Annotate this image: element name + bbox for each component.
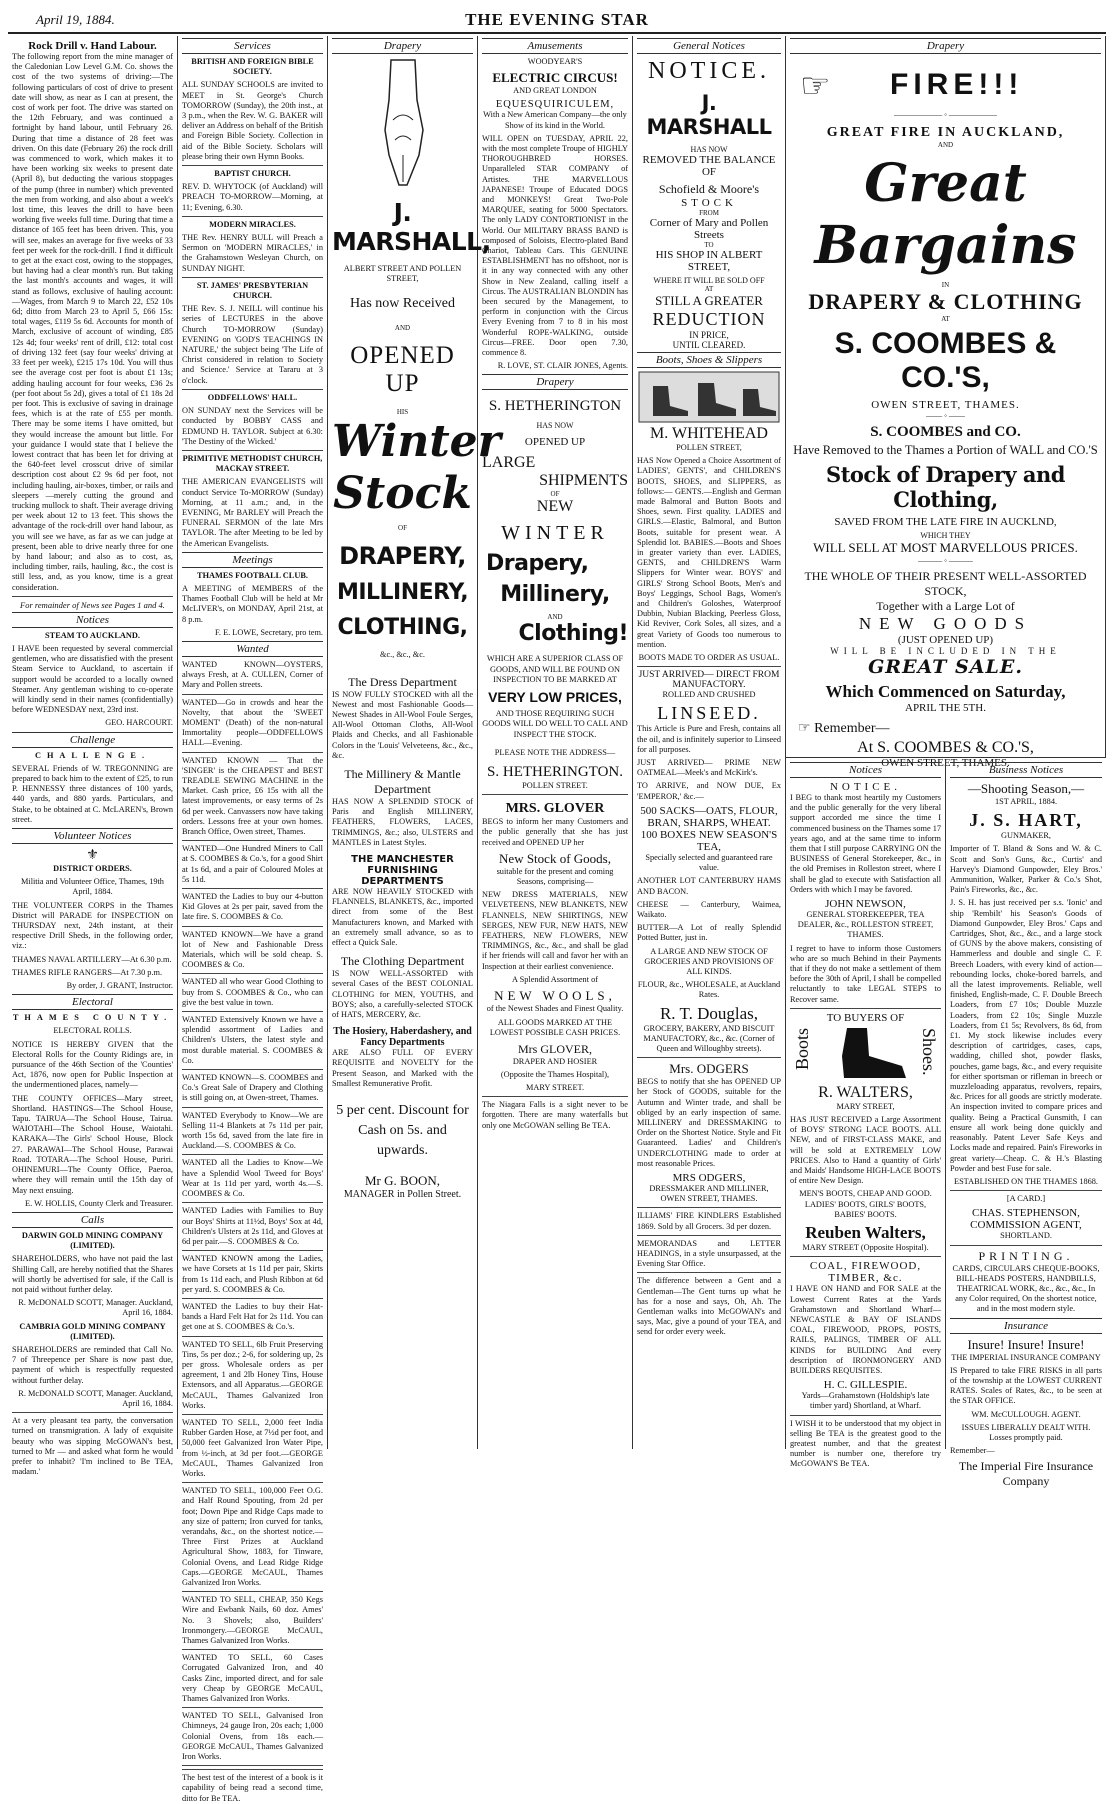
- darwin-title: DARWIN GOLD MINING COMPANY (LIMITED).: [21, 1230, 164, 1251]
- millinery-line: MILLINERY,: [336, 580, 469, 606]
- notice-hasnow: HAS NOW: [690, 145, 728, 154]
- fire-banner: [790, 60, 1101, 110]
- circus-signature: R. LOVE, ST. CLAIR JONES, Agents.: [497, 361, 628, 371]
- hasnow: HAS NOW: [536, 421, 574, 431]
- notice-cleared: UNTIL CLEARED.: [672, 340, 746, 350]
- and-line: AND: [394, 324, 411, 333]
- coombes-together: Together with a Large Lot of: [876, 599, 1015, 613]
- sacks: 500 SACKS—OATS, FLOUR, BRAN, SHARPS, WHEAT.: [640, 804, 778, 829]
- methodist-body: THE AMERICAN EVANGELISTS will conduct Service To-MORROW (Sunday) Morning, at 11 a.m.; and, in the EVENING, Mr BARLEY will Preach the FUNERAL SERMON of the late Mrs TAYLOR. The after Meeting to be led by the American Evangelists.: [182, 477, 323, 548]
- to-arrive: TO ARRIVE, and NOW DUE, Ex 'EMPEROR,' &c.—: [637, 781, 781, 801]
- article-body: The following report from the mine manager of the Caledonian Low Level G.M. Co. shows the cost of the two systems of driving:—The following particulars of cost of drive to present date will show, as near as I can at present, the cost of work per foot. The drive was started on the 12th February, and was continued a fortnight by hand labour, until February 26. During that time a distance of 28 feet was driven. On this date (February 26) the rock drill was commenced to work, which makes it to have been working six weeks to present date (April 8), but deducting the various stoppages of the pump (three in number) which prevented the men from working, and also about a week's lost time, this leaves the drill to have been working five weeks full time. During that time a distance of 165 feet has been driven. This, you will see, makes an average for five weeks of 33 feet per week for the rock-drill. I find it difficult to get at the exact cost, owing to the stoppages, but having had a clear month's run. But taking the last month's accounts and wages, it will stand as follows, exclusive of hauling account:—Wages, from March 9 to March 22, £52 10s 6d; ditto from March 23 to April 5, £66 15s: total wages, £119 5s 6d. Accounts for month of March, exclusive of account of winding, £85 12s 4d; four weeks' rent of drill, £12: total cost of driving 132 feet (say four weeks' driving at 33 feet per week), £215 17s 10d. You will thus see the average cost per foot is about £1 13s; adding hauling account for four weeks, £36 2s (per foot about 5s 2d), gives a total of £1 18s 2d per foot. This is exclusive of saving in drainage fees, which is at the rate of £55 per month. There may be some items I have omitted, but they would increase the amount but little. For your guidance I would state that I believe the lowest contract that has been let for driving at the 640-feet level crosscut drive of similar description cost about £2 9s 6d per foot, not including hauling, air-boxes, timber, or rails and sleepers —merely cutting the ground and trucking mullock to shaft. Their average driving per week about 12 to 13 feet. This shows the advantage of the rock-drill over hand labour, as you will see we have, as far as we can judge at present, been able to drive nearly three for one by hand labour; and also as to cost, as, including timber, rails, hauling, &c., the cost is still less, and, as you know, time is a great consideration.: [12, 52, 173, 592]
- masthead-title: THE EVENING STAR: [465, 10, 649, 29]
- arrived: JUST ARRIVED— DIRECT FROM MANUFACTORY.: [638, 670, 780, 691]
- notice-at: AT: [704, 285, 714, 293]
- district-sub: Militia and Volunteer Office, Thames, 19th April, 1884.: [21, 877, 164, 897]
- shoes-word: Shoes.: [919, 1027, 939, 1076]
- heth-low: VERY LOW PRICES,: [488, 689, 622, 706]
- heth-clothing: Clothing!: [518, 621, 628, 647]
- linseed: LINSEED.: [657, 703, 761, 724]
- owen-street: OWEN STREET, THAMES.: [871, 399, 1020, 411]
- notice-corner: Corner of Mary and Pollen Streets: [649, 217, 769, 241]
- section-general-notices: General Notices: [637, 38, 781, 54]
- coal-body: I HAVE ON HAND and FOR SALE at the Lowest Current Rates at the Yards Grahamstown and Shortland Wharf— NEWCASTLE & BAY OF ISLANDS COAL, FIREWOOD, PROPS, POSTS, RAILS, PALINGS, TIMBER OF ALL KINDS for BUILDING And every description of IRONMONGERY AND BUILDERS REQUISITES.: [790, 1284, 941, 1375]
- heth-name: S. HETHERINGTON: [488, 398, 622, 415]
- ornament-3-icon: ——— ◦ ———: [918, 556, 973, 565]
- kindlers: ILLIAMS' FIRE KINDLERS Established 1869. Sold by all Grocers. 3d per dozen.: [637, 1211, 781, 1231]
- insure: Insure! Insure! Insure!: [967, 1336, 1085, 1352]
- glover-suitable: suitable for the present and coming Seasons, comprising—: [496, 866, 614, 886]
- section-boots: Boots, Shoes & Slippers: [637, 352, 781, 368]
- boxes-sub: Specially selected and guaranteed rare value.: [645, 852, 773, 873]
- wanted-ad: WANTED TO SELL, Galvanised Iron Chimneys, 24 gauge Iron, 20s each; 1,000 Colonial Ovens, from 18s each.—GEORGE McCAUL, Thames Galvanized Iron Works.: [182, 1711, 323, 1762]
- circus-body: WILL OPEN on TUESDAY, APRIL 22, with the most complete Troupe of HIGHLY THOROUGHBRED HORSES. Unparalleled STAR COMPANY of Artistes. THE MARVELLOUS JAPANESE! Troupe of Educated DOGS and MONKEYS! Great Two-Pole MARQUEE, seating for 5000 Spectators. The only LADY CONTORTIONIST in the World. Our MILITARY BRASS BAND is composed of Soloists, Electro-plated Band Chariot, Tableau Cars. This GENUINE ESTABLISHMENT has no offshoot, nor is it in any way connected with any other Show in New Zealand, calling itself a Circus. The AUSTRALIAN BLONDIN has been secured by the Management, to perform in conjunction with the Circus Every Evening from 7 to 8 in his most Wonderful ROPE-WALKING, outside Circus—FREE. Door open 7.30, commence 8.: [482, 133, 628, 358]
- odgers-name-2: MRS ODGERS,: [672, 1171, 746, 1184]
- heth-large: LARGE: [482, 454, 536, 472]
- coombes-opened: (JUST OPENED UP): [897, 634, 994, 646]
- section-wanted: Wanted: [182, 641, 323, 657]
- miracles-body: THE Rev. HENRY BULL will Preach a Sermon on 'MODERN MIRACLES,' in the Grahamstown Wesleyan Church, on SUNDAY NIGHT.: [182, 233, 323, 273]
- whitehead-addr: POLLEN STREET,: [676, 443, 742, 452]
- gillespie-name: H. C. GILLESPIE.: [823, 1379, 908, 1392]
- column-1: [8, 36, 178, 1477]
- walters-body: HAS JUST RECEIVED a Large Assortment of BOYS' STRONG LACE BOOTS. ALL NEW, and of FIRST-CLASS MAKE, and will be sold at EXTREMELY LOW PRICES. Also to Hand a quantity of Girls' and Maids' Handsome HIGH-LACE BOOTS of entire New Design.: [790, 1115, 941, 1186]
- boot-illustration-row: [790, 1024, 941, 1084]
- boots-illustration: [638, 371, 780, 423]
- wanted-ad: WANTED the Ladies to buy our 4-button Kid Gloves at 2s per pair, saved from the late fire. S. COOMBES & Co.: [182, 892, 323, 922]
- boot-icon: [822, 1026, 912, 1082]
- wanted-ad: WANTED Extensively Known we have a splendid assortment of Ladies and Children's Ulsters, the latest style and most durable material. S. COOMBES & Co.: [182, 1015, 323, 1065]
- coombes-remember: Remember—: [814, 721, 890, 736]
- manch-body: ARE NOW HEAVILY STOCKED with FLANNELS, BLANKETS, &c., imported direct from some of the Best Manufacturers known, and Marked with an extremely small advance, so as to effect a Quick Sale.: [332, 887, 473, 948]
- of-line: OF: [398, 524, 407, 533]
- wanted-ad: WANTED TO SELL, CHEAP, 350 Kegs Wire and Ewbank Nails, 60 doz. Ames' No. 3 Shovels; also, Builders' Ironmongery.—GEORGE McCAUL, Thames Galvanized Iron Works.: [182, 1595, 323, 1646]
- heth-those: AND THOSE REQUIRING SUCH GOODS WILL DO WELL TO CALL AND INSPECT THE STOCK.: [482, 709, 628, 739]
- coombes-removed: Have Removed to the Thames a Portion of WALL and CO.'S: [793, 443, 1098, 457]
- notice-removed: REMOVED THE BALANCE OF: [642, 154, 776, 178]
- notice-where: WHERE IT WILL BE SOLD OFF: [653, 276, 765, 285]
- coal-title: COAL, FIREWOOD, TIMBER, &c.: [809, 1260, 922, 1285]
- notice-marshall: J. MARSHALL: [646, 91, 772, 139]
- coombes-remember-row: [798, 720, 1101, 737]
- ornament-2-icon: —— ◦ ——: [926, 411, 965, 420]
- douglas-sub: GROCERY, BAKERY, AND BISCUIT MANUFACTORY, &c., &c. (Corner of Queen and Willoughby streets).: [643, 1023, 775, 1053]
- butter: BUTTER—A Lot of really Splendid Potted Butter, just in.: [637, 923, 781, 943]
- wanted-ad: WANTED TO SELL, 2,000 feet India Rubber Garden Hose, at 7½d per foot, and 50,000 feet Galvanized Iron Water Pipe, from ½-inch, at 3d per foot.—GEORGE McCAUL, Thames Galvanized Iron Works.: [182, 1417, 324, 1478]
- gillespie-sub: Yards—Grahamstown (Holdship's late timber yard) Shortland, at Wharf.: [801, 1391, 930, 1411]
- heth-of: OF: [550, 490, 560, 499]
- walters-name: R. WALTERS,: [818, 1083, 913, 1101]
- column-4: [478, 36, 633, 1449]
- cambria-title: CAMBRIA GOLD MINING COMPANY (LIMITED).: [19, 1321, 166, 1341]
- coombes-which: WHICH THEY: [920, 531, 971, 540]
- glover-marked: ALL GOODS MARKED AT THE LOWEST POSSIBLE CASH PRICES.: [489, 1018, 621, 1038]
- wanted-ad: WANTED KNOWN—S. COOMBES and Co.'s Great Sale of Drapery and Clothing is still going on, at Owen-street, Thames.: [182, 1073, 323, 1103]
- column-6-left: [786, 760, 946, 1469]
- groceries: A LARGE AND NEW STOCK OF GROCERIES AND PROVISIONS OF ALL KINDS.: [644, 946, 774, 976]
- wanted-ad: WANTED the Ladies to buy their Hat-bands a Hard Felt Hat for 2s 11d. You can get one at S. COOMBES & Co.'s.: [182, 1301, 323, 1332]
- clothing-line: CLOTHING,: [337, 615, 468, 641]
- notice-stock: STOCK: [681, 197, 737, 209]
- coombes-at: At S. COOMBES & CO.'S,: [857, 739, 1034, 756]
- wanted-ad: WANTED Everybody to Know—We are Selling 11-4 Blankets at 7s 11d per pair, worth 15s 6d, saved from the late fire in Auckland.—S. COOMBES & Co.: [182, 1110, 323, 1151]
- darwin-signature: R. McDONALD SCOTT, Manager. Auckland, April 16, 1884.: [18, 1298, 173, 1318]
- methodist-title: PRIMITIVE METHODIST CHURCH, MACKAY STREET.: [182, 453, 323, 474]
- glover-draper: DRAPER AND HOSIER: [512, 1056, 598, 1066]
- glover-stock: New Stock of Goods,: [499, 850, 611, 866]
- oddfellows-title: ODDFELLOWS' HALL.: [207, 392, 298, 402]
- district-body: THE VOLUNTEER CORPS in the Thames District will PARADE for INSPECTION on THURSDAY next, 24th instant, at their respective Drill Sheds, in the following order, viz.:: [12, 900, 173, 951]
- notice-to: TO: [704, 241, 714, 249]
- newson-body: I BEG to thank most heartily my Customers and the public generally for the very liberal support accorded me since the time I commenced business on the Thames some 17 years ago, and at the same time to inform them that I still purpose CARRYING ON the BUSINESS of General Storekeeper, &c., in the old Premises in Rolleston street, where I shall be glad to execute with Satisfaction all Orders with which I may be favored.: [790, 793, 942, 894]
- discount-line: 5 per cent. Discount for Cash on 5s. and upwards.: [336, 1103, 469, 1159]
- glover-name-2: Mrs GLOVER,: [518, 1041, 592, 1056]
- boon-name: Mr G. BOON,: [364, 1173, 441, 1189]
- baptist-title: BAPTIST CHURCH.: [214, 169, 291, 179]
- odgers-body: BEGS to notify that she has OPENED UP her Stock of GOODS, suitable for the Autumn and Winter trade, and shall be obliged by an early inspection of same. MILLINERY and DRESSMAKING to Order on the Shortest Notice. Style and Fit Guaranteed. Ladies' and Children's UNDERCLOTHING made to order at most reasonable Prices.: [637, 1077, 781, 1168]
- section-services: Services: [182, 38, 323, 54]
- section-volunteer: Volunteer Notices: [12, 828, 173, 844]
- district-naval: THAMES NAVAL ARTILLERY—At 6.30 p.m.: [12, 954, 172, 964]
- odgers-name: Mrs. ODGERS: [669, 1061, 749, 1077]
- coombes-saved: SAVED FROM THE LATE FIRE IN AUCKLND,: [834, 516, 1057, 528]
- cambria-signature: R. McDONALD SCOTT, Manager. Auckland, April 16, 1884.: [18, 1388, 173, 1408]
- column-2: [178, 36, 328, 1803]
- fire-title: FIRE!!!: [890, 68, 1024, 101]
- section-amusements: Amusements: [482, 38, 628, 54]
- football-signature: F. E. LOWE, Secretary, pro tem.: [214, 627, 323, 637]
- whitehead-name: M. WHITEHEAD: [650, 425, 768, 442]
- section-business: Business Notices: [950, 762, 1102, 778]
- newson-regret: I regret to have to inform those Customers who are so much Behind in their Payments that if they do not make a settlement of them before the 30th of April, I shall be compelled reluctantly to take LEGAL STEPS to Recover same.: [790, 943, 941, 1004]
- section-drapery-3: Drapery: [790, 38, 1101, 54]
- column-2-footnote: The best test of the interest of a book is it capability of being read a second time, ditto for Be TEA.: [182, 1773, 323, 1803]
- hart-body-2: J. S. H. has just received per s.s. 'Ionic' and ship 'Rembilt' his Season's Goods of Diamond Gunpowder, Eley Bros.' Caps and Cartridges, Shot, &c., &c., and a large stock of GUNS by the above makers, consisting of Hammerless and double and single C. F. Breech Loaders, with every kind of action—rebounding locks, choke-bored barrels, and all the latest improvements. Reliable, well finished, English-made, C. F. Double Breech Loaders, from £7 10s; Double Muzzle Loaders, from £2 10s; Single Muzzle Loaders, from £1 5s; Revolvers, 8s 6d, from £1. My stock likewise includes every description of cartridges, cases, caps, wadding, chilled shot, powder flasks, pouches, game bags, &c., and every requisite for either sportsman or rifleman in breech or muzzleloading apparatus, revolvers, repairs, &c. Prices for all goods are strictly moderate. An inspection invited to compare prices and quality. Being a Practical Gunsmith, I can ensure all work being done quickly and reasonably. Patent Lever Safe Keys and Locks made and repaired. Pain's Fireworks in great variety—Cheap. C. & H.'s Blasting Powder and best Fuse for sale.: [950, 898, 1102, 1173]
- imperial-body: IS Prepared to take FIRE RISKS in all parts of the township at the LOWEST CURRENT RATES. Scales of Rates, &c., to be seen at the STAR OFFICE.: [950, 1365, 1102, 1406]
- bible-body: ALL SUNDAY SCHOOLS are invited to MEET in St. George's Church TOMORROW (Sunday), the 20th inst., at 3 p.m., when the Rev. W. G. BAKER will deliver an Address on behalf of the British and Foreign Bible Society. Collection in aid of the Bible Society. Scholars will please bring their own Hymn Books.: [182, 80, 323, 161]
- notice-reduction: REDUCTION: [652, 309, 766, 329]
- heth-note: PLEASE NOTE THE ADDRESS—: [494, 747, 616, 757]
- newson-sub: GENERAL STOREKEEPER, TEA DEALER, &c., ROLLESTON STREET, THAMES.: [797, 910, 934, 940]
- glover-body: BEGS to inform her many Customers and the public generally that she has just received and OPENED UP her: [482, 817, 628, 847]
- hart-body: Importer of T. Bland & Sons and W. & C. Scott and Son's Guns, &c., Curtis' and Harvey's Diamond Gunpowder, Eley Bros.' Ammunition, Walker, Parker & Co.'s Shot, Pain's Fireworks, &c., &c.: [950, 844, 1102, 895]
- steam-body: I HAVE been requested by several commercial gentlemen, who are dissatisfied with the present Steam Service to Auckland, to ascertain if support would be accorded to a locally owned Steamer. Any gentleman wishing to co-operate will kindly send in their names (confidentially) before WEDNESDAY next, 23rd inst.: [12, 643, 173, 715]
- coombes-whole: THE WHOLE OF THEIR PRESENT WELL-ASSORTED STOCK,: [804, 569, 1087, 598]
- buyers: TO BUYERS OF: [826, 1011, 905, 1024]
- linseed-body: This Article is Pure and Fresh, contains all the oil, and is infinitely superior to Linseed for all purposes.: [637, 724, 781, 754]
- glover-mary: MARY STREET.: [525, 1082, 585, 1092]
- wanted-ad: WANTED—Go in crowds and hear the Novelty, that about the 'SWEET MOMENT' (Death) of the non-natural Immortality people—ODDFELLOWS HALL—Evening.: [182, 697, 323, 748]
- mccullough: WM. McCULLOUGH. AGENT.: [971, 1409, 1081, 1419]
- coombes-sell: WILL SELL AT MOST MARVELLOUS PRICES.: [813, 540, 1078, 555]
- cheese: CHEESE — Canterbury, Waimea, Waikato.: [637, 899, 781, 919]
- coombes-april: APRIL THE 5TH.: [905, 702, 986, 714]
- shooting: —Shooting Season,—: [967, 781, 1085, 796]
- baptist-body: REV. D. WHYTOCK (of Auckland) will PREACH TO-MORROW—Morning, at 11; Evening, 6.30.: [182, 182, 323, 212]
- whitehead-body: HAS Now Opened a Choice Assortment of LADIES', GENTS', and CHILDREN'S BOOTS, SHOES, and SLIPPERS, as follows:— GENTS.—English and German made Balmoral and Button Boots and Shoes, sewn. First quality. LADIES and GIRLS.—Elastic, Balmoral, and Button Boots, suitable for present wear. A Splendid lot. BABIES.—Boots and Shoes in greater variety than ever. LADIES, GENTS, and CHILDREN'S Warm Slippers for Winter wear. BOYS' and GIRLS' Strong School Boots, Men's and Boys' Leggings, School Bags, Women's and Children's Goloshes, Waterproof Dubbin, Nubian Blacking, Peerless Gloss, Kid Reviver, Cork Soles, all sizes, and a great Variety of Goods too numerous to mention.: [637, 456, 781, 649]
- reuben-sub: MARY STREET (Opposite Hospital).: [802, 1243, 929, 1253]
- heth-which: WHICH ARE A SUPERIOR CLASS OF GOODS, AND WILL BE FOUND ON INSPECTION TO BE MARKED AT: [486, 654, 624, 684]
- notice-schofield: Schofield & Moore's: [658, 182, 760, 196]
- column-4-footnote: The Niagara Falls is a sight never to be forgotten. There are many waterfalls but only one McGOWAN selling Be TEA.: [482, 1100, 628, 1130]
- wanted-list: [182, 660, 323, 1766]
- boots-word: Boots: [792, 1027, 812, 1070]
- cloth-body: IS NOW WELL-ASSORTED with several Cases of the BEST COLONIAL CLOTHING for MEN, YOUTHS, and BOYS; also, a carefully-selected STOCK of HATS, MERCERY, &c.: [332, 969, 473, 1020]
- woodyear: WOODYEAR'S: [527, 57, 583, 66]
- wanted-ad: WANTED TO SELL, 6lb Fruit Preserving Tins, 5s per doz.; 2-6, for soldering up, 2s per gross. Wholesale orders as per agreement, 1 and 2lb Honey Tins, House Extensors, and all Apparatus.—GEORGE McCAUL, Thames Galvanized Iron Works.: [182, 1339, 323, 1410]
- steam-title: STEAM TO AUCKLAND.: [45, 630, 140, 640]
- section-challenge: Challenge: [12, 732, 173, 748]
- stock-title: Stock: [333, 468, 472, 520]
- notice-price: IN PRICE,: [689, 330, 729, 340]
- wanted-ad: WANTED all the Ladies to Know—We have a Splendid Wool Tweed for Boys' Wear at 1s 11d per yard, worth 4s.—S. COOMBES & Co.: [182, 1158, 323, 1199]
- column-6-right: [946, 760, 1106, 1489]
- article-heading: Rock Drill v. Hand Labour.: [28, 40, 157, 52]
- oddfellows-body: ON SUNDAY next the Services will be conducted by BOBBY CASS and EDMUND H. TAYLOR. Subject at 6.30: 'The Destiny of the Wicked.': [182, 406, 323, 446]
- flour: FLOUR, &c., WHOLESALE, at Auckland Rates.: [637, 980, 781, 1000]
- opened-line: OPENED UP: [350, 342, 455, 398]
- hart-gunmaker: GUNMAKER,: [1000, 831, 1051, 841]
- darwin-body: SHAREHOLDERS, who have not paid the last Shilling Call, are hereby notified that the Shares will shortly be advertised for sale, if the Call is not paid without further delay.: [12, 1254, 173, 1294]
- column-5-footnote: The difference between a Gent and a Gentleman—The Gent turns up what he has for a nose and says, Oh, Ah. The Gentleman walks into McGOWAN's and says, Mac, give a pound of your TEA, and send for order every week.: [637, 1276, 781, 1337]
- football-body: A MEETING of MEMBERS of the Thames Football Club will be held at Mr McLIVER's, on MONDAY, April 21st, at 8 p.m.: [182, 583, 323, 624]
- glover-wool: A Splendid Assortment of: [512, 974, 598, 984]
- heth-opened: OPENED UP: [524, 436, 586, 449]
- imperial: THE IMPERIAL INSURANCE COMPANY: [951, 1352, 1101, 1362]
- notice-from: FROM: [699, 209, 719, 217]
- glover-wools-sub: of the Newest Shades and Finest Quality.: [486, 1003, 624, 1013]
- mill-body: HAS NOW A SPLENDID STOCK of Paris and English MILLINERY, FEATHERS, FLOWERS, LACES, TRIMMINGS, &c.; also, ULSTERS and MANTLES in Latest Styles.: [332, 797, 473, 847]
- notice-title: NOTICE.: [648, 58, 770, 84]
- miracles-title: MODERN MIRACLES.: [209, 219, 296, 229]
- douglas-name: R. T. Douglas,: [659, 1003, 759, 1023]
- memo: MEMORANDAS and LETTER HEADINGS, in a style unsurpassed, at the Evening Star Office.: [637, 1238, 781, 1269]
- shooting-date: 1ST APRIL, 1884.: [994, 797, 1058, 806]
- printing-body: CARDS, CIRCULARS CHEQUE-BOOKS, BILL-HEADS POSTERS, HANDBILLS, THEATRICAL WORK, &c., &c., &c., In any Color required, On the shortest notice, and in the most modern style.: [952, 1263, 1100, 1314]
- boots-made: BOOTS MADE TO ORDER AS USUAL.: [638, 653, 780, 663]
- presby-body: THE Rev. S. J. NEILL will continue his series of LECTURES in the above Church TO-MORROW (Sunday) EVENING on 'GOD'S TEACHINGS IN NATURE,' the subject being 'The Life of Christ considered in relation to Society and Science.' Service at Tararu at 3 o'clock.: [182, 304, 323, 385]
- masthead-date: April 19, 1884.: [36, 12, 115, 27]
- mill-title: The Millinery & Mantle Department: [344, 767, 461, 797]
- manch-title: THE MANCHESTER FURNISHING DEPARTMENTS: [351, 854, 454, 888]
- bargains-in: IN: [941, 281, 950, 289]
- wanted-ad: WANTED Ladies with Families to Buy our Boys' Shirts at 11½d, Boys' Sox at 4d, Children's Ulsters at 2s 11d, and Gloves at 6d per pair.—S. COOMBES & Co.: [182, 1206, 323, 1246]
- notice-shop: HIS SHOP IN ALBERT STREET,: [655, 249, 763, 273]
- his-line: HIS: [396, 408, 409, 417]
- heth-name-2: S. HETHERINGTON.: [487, 763, 623, 780]
- rolled: ROLLED AND CRUSHED: [662, 690, 756, 700]
- drapery-clothing: DRAPERY & CLOTHING: [808, 289, 1083, 314]
- masthead: [8, 6, 1106, 34]
- received-line: Has now Received: [350, 296, 455, 312]
- imperial-remember: Remember—: [950, 1446, 995, 1456]
- wanted-ad: WANTED KNOWN among the Ladies, we have Corsets at 1s 11d per pair, Skirts from 1s 11d each, and Plush Ribbon at 6d per yard. S. COOMBES & Co.: [182, 1254, 323, 1294]
- section-insurance: Insurance: [950, 1318, 1102, 1334]
- wanted-ad: WANTED KNOWN—We have a grand lot of New and Fashionable Dress Materials, which will be sold cheap. S. COOMBES & Co.: [182, 929, 323, 970]
- section-drapery: Drapery: [332, 38, 473, 54]
- heth-new: NEW: [536, 498, 574, 516]
- wanted-ad: WANTED all who wear Good Clothing to buy from S. COOMBES & Co., who can give the best value in town.: [182, 977, 323, 1007]
- district-signature: By order, J. GRANT, Instructor.: [66, 981, 173, 991]
- dress-body: IS NOW FULLY STOCKED with all the Newest and most Fashionable Goods—Newest Shades in All-Wool Foule Serges, All-Wool Ottoman Cloths, All-Wool Plaids and Checks, and all Fashionable Colors in the 'Louis' Velveteens, &c., &c., &c.: [332, 689, 473, 760]
- issues: ISSUES LIBERALLY DEALT WITH. Losses promptly paid.: [961, 1422, 1091, 1442]
- marshall-name: J. MARSHALL,: [332, 198, 491, 256]
- section-notices-2: Notices: [790, 762, 941, 778]
- pointing-hand-icon: ☞: [800, 68, 831, 105]
- district-rifle: THAMES RIFLE RANGERS—At 7.30 p.m.: [12, 967, 163, 977]
- presby-title: ST. JAMES' PRESBYTERIAN CHURCH.: [196, 280, 309, 301]
- heth-drapery: Drapery,: [486, 551, 589, 577]
- printing-title: PRINTING.: [978, 1248, 1074, 1263]
- heth-winter: WINTER: [501, 522, 609, 545]
- pointing-hand-icon: [333, 60, 473, 190]
- newson-notice: NOTICE.: [829, 781, 902, 793]
- hosiery-title: The Hosiery, Haberdashery, and Fancy Departments: [333, 1026, 472, 1049]
- ornament-icon: —————— ◦ ——————: [894, 110, 997, 119]
- stephenson: CHAS. STEPHENSON, COMMISSION AGENT,: [970, 1207, 1082, 1232]
- news-remainder: For remainder of News see Pages 1 and 4.: [20, 599, 165, 610]
- walters-mary: MARY STREET,: [836, 1101, 895, 1111]
- crest-icon: ⚜: [86, 848, 99, 864]
- cloth-title: The Clothing Department: [340, 954, 465, 969]
- reuben-name: Reuben Walters,: [805, 1223, 926, 1243]
- circus-title: ELECTRIC CIRCUS!: [492, 70, 618, 86]
- dress-title: The Dress Department: [348, 674, 457, 689]
- marshall-address: ALBERT STREET AND POLLEN STREET,: [343, 264, 462, 284]
- hart-name: J. S. HART,: [969, 810, 1083, 831]
- column-5: [633, 36, 786, 1449]
- district-title: DISTRICT ORDERS.: [53, 864, 132, 874]
- electoral-signature: E. W. HOLLIS, County Clerk and Treasurer.: [25, 1198, 173, 1208]
- electoral-places: THE COUNTY OFFICES—Mary street, Shortland. HASTINGS—The School House, Tapu. TAIRUA—The School House, Tairua. WAIOTAHI—The School House, Waiotahi. KARAKA—The Girls' School House, Block 27. PARAWAI—The School House, Parawai Road. TOTARA—The School House, Puriri. OHINEMURI—The County Office, Paeroa, where they will remain until the 15th day of May next ensuing.: [12, 1093, 173, 1195]
- great-london: AND GREAT LONDON: [513, 86, 597, 96]
- wanted-ad: WANTED KNOWN—OYSTERS, always Fresh, at A. CULLEN, Corner of Mary and Pollen streets.: [182, 659, 323, 690]
- boon-manager: MANAGER in Pollen Street.: [343, 1189, 462, 1201]
- wanted-ad: WANTED—One Hundred Miners to Call at S. COOMBES & Co.'s, for a good Shirt at 1s 6d, and a pair of Coloured Moles at 5s 11d.: [182, 844, 323, 884]
- at-line: AT: [941, 315, 950, 323]
- arrived-2: JUST ARRIVED— PRIME NEW OATMEAL—Meek's and McKirk's.: [637, 758, 781, 778]
- column-6-left-footnote: I WISH it to be understood that my object in selling Be TEA is the greatest good to the greatest number, and that the greatest number is number one, therefore try McGOWAN'S Be TEA.: [790, 1418, 941, 1469]
- stephenson-shortland: SHORTLAND.: [1000, 1231, 1052, 1241]
- section-notices: Notices: [12, 612, 173, 628]
- glover-name: MRS. GLOVER: [505, 801, 605, 817]
- thames-county: THAMES COUNTY.: [12, 1013, 173, 1023]
- coombes-greatsale: GREAT SALE.: [868, 656, 1023, 678]
- coombes-commenced: Which Commenced on Saturday,: [825, 682, 1066, 701]
- section-electoral: Electoral: [12, 994, 173, 1010]
- hosiery-body: ARE ALSO FULL OF EVERY REQUISITE and NOVELTY for the Present Season, and Marked with the Smallest Remunerative Profit.: [332, 1048, 473, 1088]
- wanted-ad: WANTED TO SELL, 100,000 Feet O.G. and Half Round Spouting, from 2d per foot; Down Pipe and Ridge Caps made to any size of pattern; Iron curved for tanks, verandahs, &c., on the shortest notice.—Three First Prizes at Auckland Agricultural Show, 1883, for Tinware, Colonial Ovens, and Lead Ridge Ridge Caps.—GEORGE McCAUL, Thames Galvanized Iron Works.: [182, 1486, 323, 1587]
- coombes-name: S. COOMBES and CO.: [870, 424, 1021, 440]
- newson-name: JOHN NEWSON,: [825, 898, 906, 911]
- coombes-included: WILL BE INCLUDED IN THE: [830, 646, 1061, 656]
- great-fire-and: AND: [937, 141, 954, 149]
- glover-opp: (Opposite the Thames Hospital),: [500, 1069, 610, 1079]
- imperial-2: The Imperial Fire Insurance Company: [958, 1459, 1094, 1489]
- section-drapery-2: Drapery: [482, 374, 628, 390]
- etc-line: &c., &c., &c.: [380, 650, 425, 660]
- bible-title: BRITISH AND FOREIGN BIBLE SOCIETY.: [191, 57, 314, 77]
- coombes-owen: OWEN STREET, THAMES.: [881, 757, 1010, 769]
- coombes-stock: Stock of Drapery and Clothing,: [826, 462, 1065, 512]
- bargains-title: Great Bargains: [814, 153, 1077, 276]
- eques: EQUESQUIRICULEM,: [495, 99, 615, 111]
- notice-greater: STILL A GREATER: [655, 293, 763, 308]
- coombes-newgoods: NEW GOODS: [858, 614, 1033, 633]
- wanted-ad: WANTED TO SELL, 60 Cases Corrugated Galvanized Iron, and 40 Casks Zinc, imported direct, and for sale very Cheap by GEORGE McCAUL, Thames Galvanized Iron Works.: [182, 1653, 323, 1704]
- glover-wools: NEW WOOLS,: [494, 987, 616, 1003]
- football-title: THAMES FOOTBALL CLUB.: [197, 570, 308, 580]
- challenge-title: CHALLENGE.: [34, 750, 151, 760]
- steam-signature: GEO. HARCOURT.: [105, 718, 173, 728]
- electoral-body: NOTICE IS HEREBY GIVEN that the Electoral Rolls for the County Ridings are, in pursuance of the 46th Section of the 'Counties' Act, 1876, now open for Public Inspection at the undermentioned places, namely—: [12, 1039, 173, 1090]
- wanted-ad: WANTED KNOWN — That the 'SINGER' is the CHEAPEST and BEST TREADLE SEWING MACHINE in the Market. Cash price, £6 15s with all the latest improvements, or easy terms of 2s 6d per week. Canvassers now have taking orders. Lessons free at your own homes. Branch Office, Owen street, Thames.: [182, 755, 323, 836]
- circus-sub: With a New American Company—the only Show of its kind in the World.: [483, 110, 627, 130]
- heth-millinery: Millinery,: [500, 582, 610, 608]
- card: [A CARD.]: [1006, 1194, 1046, 1204]
- electoral-rolls: ELECTORAL ROLLS.: [53, 1026, 132, 1036]
- hand-icon: ☞: [798, 721, 815, 736]
- hart-estab: ESTABLISHED ON THE THAMES 1868.: [954, 1176, 1098, 1186]
- column-1-footnote: At a very pleasant tea party, the conversation turned on transmigration. A lady of exquisite beauty who was sipping McGOWAN's best, turned to Mr — and asked what form he would prefer to inhabit? 'I'm inclined to Be TEA, madam.': [12, 1416, 173, 1477]
- drapery-line: DRAPERY,: [339, 542, 466, 571]
- heth-shipments: SHIPMENTS: [539, 472, 628, 490]
- hams: ANOTHER LOT CANTERBURY HAMS AND BACON.: [637, 876, 781, 896]
- great-fire: GREAT FIRE IN AUCKLAND,: [826, 125, 1065, 140]
- walters-grid: MEN'S BOOTS, CHEAP AND GOOD. LADIES' BOOTS, GIRLS' BOOTS, BABIES' BOOTS.: [799, 1189, 932, 1219]
- column-3: [328, 36, 501, 1449]
- heth-and: AND: [547, 613, 563, 622]
- heth-pollen: POLLEN STREET.: [522, 780, 588, 790]
- section-meetings: Meetings: [182, 552, 323, 568]
- column-6: [786, 36, 1106, 769]
- cambria-body: SHAREHOLDERS are reminded that Call No. 7 of Threepence per Share is now past due, payment of which is respectfully requested without further delay.: [12, 1344, 173, 1385]
- odgers-sub: DRESSMAKER AND MILLINER, OWEN STREET, THAMES.: [649, 1183, 769, 1204]
- glover-list: NEW DRESS MATERIALS, NEW VELVETEENS, NEW BLANKETS, NEW FLANNELS, NEW SHIRTINGS, NEW SERGES, NEW FUR, NEW HATS, NEW FEATHERS, NEW FLOWERS, NEW TRIMMINGS, &c., &c., and shall be glad if her friends will call and favor her with an Inspection at their earliest convenience.: [482, 890, 628, 971]
- section-calls: Calls: [12, 1212, 173, 1228]
- winter-title: Winter: [332, 416, 501, 468]
- boxes: 100 BOXES NEW SEASON'S TEA,: [640, 828, 778, 853]
- challenge-body: SEVERAL Friends of W. TREGONNING are prepared to back him to the extent of £25, to run P. HENNESSY three distances of 100 yards, 440 yards, and 880 yards. Particulars, and Stake, to be obtained at C. McLAREN's, Brown street.: [12, 763, 173, 824]
- coombes-title: S. COOMBES & CO.'S,: [834, 327, 1057, 394]
